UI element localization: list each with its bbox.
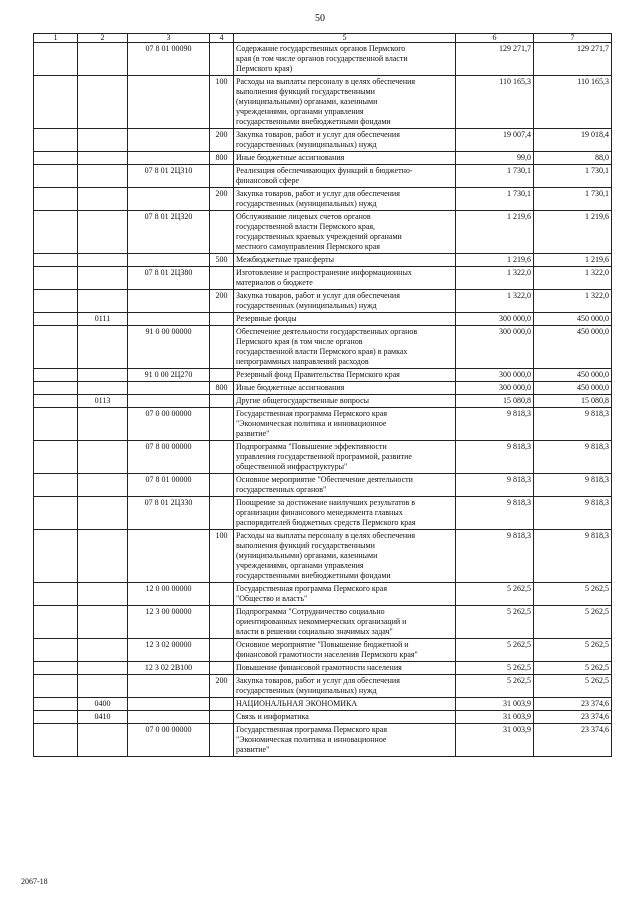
- item-name: Резервный фонд Правительства Пермского края: [234, 369, 456, 382]
- amount-year-1: 1 219,6: [456, 211, 534, 254]
- amount-year-1: 1 322,0: [456, 267, 534, 290]
- expense-type-code: [210, 724, 234, 757]
- table-row: [34, 408, 612, 441]
- item-name: Закупка товаров, работ и услуг для обеспечения государственных (муниципальных) нужд: [234, 188, 456, 211]
- target-article-code: 12 3 02 00000: [128, 639, 210, 662]
- amount-year-2: 450 000,0: [534, 313, 612, 326]
- target-article-code: [128, 129, 210, 152]
- item-name: Закупка товаров, работ и услуг для обеспечения государственных (муниципальных) нужд: [234, 290, 456, 313]
- table-row: [34, 474, 612, 497]
- section-code: [78, 724, 128, 757]
- target-article-code: [128, 382, 210, 395]
- amount-year-2: 1 730,1: [534, 188, 612, 211]
- section-code: [78, 497, 128, 530]
- target-article-code: 07 8 01 2Ц310: [128, 165, 210, 188]
- section-code: [78, 211, 128, 254]
- amount-year-1: 1 322,0: [456, 290, 534, 313]
- amount-year-2: 450 000,0: [534, 326, 612, 369]
- budget-table: [33, 33, 612, 757]
- amount-year-1: 5 262,5: [456, 662, 534, 675]
- expense-type-code: 200: [210, 129, 234, 152]
- amount-year-2: 1 322,0: [534, 267, 612, 290]
- item-name: Основное мероприятие "Повышение бюджетной и финансовой грамотности населения Пермского края": [234, 639, 456, 662]
- cell-col1: [34, 408, 78, 441]
- target-article-code: 07 8 01 2Ц330: [128, 497, 210, 530]
- amount-year-2: 1 219,6: [534, 211, 612, 254]
- table-row: [34, 382, 612, 395]
- cell-col1: [34, 43, 78, 76]
- expense-type-code: [210, 662, 234, 675]
- cell-col1: [34, 441, 78, 474]
- target-article-code: [128, 254, 210, 267]
- amount-year-2: 9 818,3: [534, 530, 612, 583]
- cell-col1: [34, 76, 78, 129]
- expense-type-code: 200: [210, 675, 234, 698]
- amount-year-2: 23 374,6: [534, 724, 612, 757]
- cell-col1: [34, 267, 78, 290]
- target-article-code: [128, 313, 210, 326]
- amount-year-1: 5 262,5: [456, 639, 534, 662]
- amount-year-1: 129 271,7: [456, 43, 534, 76]
- section-code: [78, 474, 128, 497]
- amount-year-1: 1 219,6: [456, 254, 534, 267]
- amount-year-1: 5 262,5: [456, 583, 534, 606]
- section-code: [78, 165, 128, 188]
- cell-col1: [34, 369, 78, 382]
- table-row: [34, 369, 612, 382]
- target-article-code: 07 8 01 00000: [128, 474, 210, 497]
- expense-type-code: [210, 583, 234, 606]
- amount-year-2: 5 262,5: [534, 639, 612, 662]
- cell-col1: [34, 290, 78, 313]
- table-row: [34, 675, 612, 698]
- table-row: [34, 129, 612, 152]
- expense-type-code: 500: [210, 254, 234, 267]
- item-name: Расходы на выплаты персоналу в целях обеспечения выполнения функций государственными (муниципальными) органами, казенными учреждениями, органами управления государственными внебюджетными фондами: [234, 76, 456, 129]
- cell-col1: [34, 152, 78, 165]
- table-row: [34, 43, 612, 76]
- column-header: 3: [128, 34, 210, 43]
- target-article-code: [128, 290, 210, 313]
- section-code: 0113: [78, 395, 128, 408]
- section-code: [78, 675, 128, 698]
- cell-col1: [34, 474, 78, 497]
- table-row: [34, 290, 612, 313]
- cell-col1: [34, 165, 78, 188]
- target-article-code: 07 8 00 00000: [128, 441, 210, 474]
- expense-type-code: [210, 441, 234, 474]
- amount-year-1: 99,0: [456, 152, 534, 165]
- target-article-code: 91 0 00 00000: [128, 326, 210, 369]
- cell-col1: [34, 254, 78, 267]
- table-row: [34, 441, 612, 474]
- item-name: Резервные фонды: [234, 313, 456, 326]
- amount-year-2: 9 818,3: [534, 497, 612, 530]
- item-name: Поощрение за достижение наилучших результатов в организации финансового менеджмента главных распорядителей бюджетных средств Пермского края: [234, 497, 456, 530]
- amount-year-1: 15 080,8: [456, 395, 534, 408]
- cell-col1: [34, 313, 78, 326]
- cell-col1: [34, 606, 78, 639]
- target-article-code: [128, 188, 210, 211]
- section-code: [78, 290, 128, 313]
- table-row: [34, 583, 612, 606]
- item-name: Закупка товаров, работ и услуг для обеспечения государственных (муниципальных) нужд: [234, 129, 456, 152]
- section-code: [78, 583, 128, 606]
- amount-year-2: 110 165,3: [534, 76, 612, 129]
- expense-type-code: [210, 395, 234, 408]
- section-code: [78, 382, 128, 395]
- section-code: 0111: [78, 313, 128, 326]
- table-row: [34, 724, 612, 757]
- item-name: Подпрограмма "Повышение эффективности управления государственной программой, развитие общественной инфраструктуры": [234, 441, 456, 474]
- expense-type-code: [210, 606, 234, 639]
- item-name: Обслуживание лицевых счетов органов государственной власти Пермского края, государственных краевых учреждений органами местного самоуправления Пермского края: [234, 211, 456, 254]
- item-name: Иные бюджетные ассигнования: [234, 152, 456, 165]
- amount-year-2: 9 818,3: [534, 441, 612, 474]
- document-code: 2067-18: [21, 877, 48, 886]
- amount-year-1: 31 003,9: [456, 698, 534, 711]
- amount-year-2: 88,0: [534, 152, 612, 165]
- item-name: Закупка товаров, работ и услуг для обеспечения государственных (муниципальных) нужд: [234, 675, 456, 698]
- amount-year-2: 450 000,0: [534, 382, 612, 395]
- item-name: Иные бюджетные ассигнования: [234, 382, 456, 395]
- item-name: Межбюджетные трансферты: [234, 254, 456, 267]
- amount-year-2: 23 374,6: [534, 698, 612, 711]
- section-code: [78, 639, 128, 662]
- amount-year-1: 9 818,3: [456, 497, 534, 530]
- section-code: [78, 606, 128, 639]
- table-row: [34, 267, 612, 290]
- amount-year-1: 31 003,9: [456, 724, 534, 757]
- target-article-code: 12 0 00 00000: [128, 583, 210, 606]
- amount-year-1: 9 818,3: [456, 530, 534, 583]
- item-name: Государственная программа Пермского края "Экономическая политика и инновационное развитие": [234, 724, 456, 757]
- target-article-code: 12 3 02 2В100: [128, 662, 210, 675]
- table-row: [34, 165, 612, 188]
- table-row: [34, 711, 612, 724]
- target-article-code: [128, 395, 210, 408]
- section-code: [78, 326, 128, 369]
- amount-year-2: 9 818,3: [534, 408, 612, 441]
- amount-year-2: 1 219,6: [534, 254, 612, 267]
- column-header: 5: [234, 34, 456, 43]
- cell-col1: [34, 724, 78, 757]
- expense-type-code: [210, 43, 234, 76]
- cell-col1: [34, 530, 78, 583]
- expense-type-code: 800: [210, 382, 234, 395]
- cell-col1: [34, 129, 78, 152]
- table-row: [34, 530, 612, 583]
- amount-year-2: 9 818,3: [534, 474, 612, 497]
- amount-year-2: 23 374,6: [534, 711, 612, 724]
- expense-type-code: [210, 698, 234, 711]
- cell-col1: [34, 188, 78, 211]
- item-name: Государственная программа Пермского края "Экономическая политика и инновационное развитие": [234, 408, 456, 441]
- column-header: 6: [456, 34, 534, 43]
- section-code: [78, 129, 128, 152]
- expense-type-code: [210, 711, 234, 724]
- target-article-code: 07 0 00 00000: [128, 408, 210, 441]
- section-code: [78, 441, 128, 474]
- target-article-code: [128, 698, 210, 711]
- table-row: [34, 188, 612, 211]
- table-row: [34, 662, 612, 675]
- table-row: [34, 152, 612, 165]
- section-code: [78, 188, 128, 211]
- column-header: 1: [34, 34, 78, 43]
- cell-col1: [34, 326, 78, 369]
- item-name: Расходы на выплаты персоналу в целях обеспечения выполнения функций государственными (муниципальными) органами, казенными учреждениями, органами управления государственными внебюджетными фондами: [234, 530, 456, 583]
- expense-type-code: 200: [210, 290, 234, 313]
- amount-year-1: 9 818,3: [456, 474, 534, 497]
- table-row: [34, 497, 612, 530]
- amount-year-2: 5 262,5: [534, 583, 612, 606]
- cell-col1: [34, 497, 78, 530]
- amount-year-2: 5 262,5: [534, 606, 612, 639]
- amount-year-2: 1 322,0: [534, 290, 612, 313]
- table-row: [34, 211, 612, 254]
- column-header: 4: [210, 34, 234, 43]
- section-code: 0400: [78, 698, 128, 711]
- item-name: Подпрограмма "Сотрудничество социально ориентированных некоммерческих организаций и власти в решении социально значимых задач": [234, 606, 456, 639]
- item-name: Содержание государственных органов Пермского края (в том числе органов государственной власти Пермского края): [234, 43, 456, 76]
- cell-col1: [34, 211, 78, 254]
- target-article-code: [128, 76, 210, 129]
- cell-col1: [34, 395, 78, 408]
- section-code: [78, 76, 128, 129]
- table-row: [34, 76, 612, 129]
- cell-col1: [34, 662, 78, 675]
- amount-year-2: 5 262,5: [534, 662, 612, 675]
- cell-col1: [34, 382, 78, 395]
- amount-year-1: 1 730,1: [456, 188, 534, 211]
- amount-year-2: 129 271,7: [534, 43, 612, 76]
- column-number-row: [34, 34, 612, 43]
- expense-type-code: 800: [210, 152, 234, 165]
- item-name: Связь и информатика: [234, 711, 456, 724]
- expense-type-code: [210, 165, 234, 188]
- amount-year-2: 15 080,8: [534, 395, 612, 408]
- section-code: [78, 662, 128, 675]
- expense-type-code: [210, 474, 234, 497]
- column-header: 2: [78, 34, 128, 43]
- item-name: Изготовление и распространение информационных материалов о бюджете: [234, 267, 456, 290]
- target-article-code: 07 8 01 2Ц380: [128, 267, 210, 290]
- table-row: [34, 698, 612, 711]
- amount-year-1: 31 003,9: [456, 711, 534, 724]
- amount-year-1: 1 730,1: [456, 165, 534, 188]
- item-name: Повышение финансовой грамотности населения: [234, 662, 456, 675]
- target-article-code: 07 8 01 2Ц320: [128, 211, 210, 254]
- page-number: 50: [315, 13, 325, 24]
- target-article-code: 07 0 00 00000: [128, 724, 210, 757]
- amount-year-1: 300 000,0: [456, 369, 534, 382]
- cell-col1: [34, 639, 78, 662]
- section-code: [78, 152, 128, 165]
- table-row: [34, 639, 612, 662]
- cell-col1: [34, 711, 78, 724]
- item-name: Основное мероприятие "Обеспечение деятельности государственных органов": [234, 474, 456, 497]
- expense-type-code: [210, 267, 234, 290]
- item-name: Реализация обеспечивающих функций в бюджетно- финансовой сфере: [234, 165, 456, 188]
- amount-year-1: 300 000,0: [456, 313, 534, 326]
- section-code: [78, 43, 128, 76]
- section-code: [78, 530, 128, 583]
- expense-type-code: [210, 313, 234, 326]
- amount-year-2: 1 730,1: [534, 165, 612, 188]
- item-name: НАЦИОНАЛЬНАЯ ЭКОНОМИКА: [234, 698, 456, 711]
- amount-year-1: 110 165,3: [456, 76, 534, 129]
- target-article-code: 91 0 00 2Ц270: [128, 369, 210, 382]
- target-article-code: 12 3 00 00000: [128, 606, 210, 639]
- cell-col1: [34, 675, 78, 698]
- cell-col1: [34, 583, 78, 606]
- table-row: [34, 313, 612, 326]
- section-code: 0410: [78, 711, 128, 724]
- expense-type-code: [210, 639, 234, 662]
- amount-year-1: 9 818,3: [456, 408, 534, 441]
- amount-year-2: 19 018,4: [534, 129, 612, 152]
- expense-type-code: [210, 408, 234, 441]
- expense-type-code: [210, 211, 234, 254]
- amount-year-1: 5 262,5: [456, 675, 534, 698]
- expense-type-code: 100: [210, 76, 234, 129]
- expense-type-code: [210, 326, 234, 369]
- expense-type-code: 200: [210, 188, 234, 211]
- target-article-code: [128, 675, 210, 698]
- target-article-code: [128, 152, 210, 165]
- amount-year-1: 5 262,5: [456, 606, 534, 639]
- target-article-code: [128, 530, 210, 583]
- cell-col1: [34, 698, 78, 711]
- target-article-code: 07 8 01 00090: [128, 43, 210, 76]
- column-header: 7: [534, 34, 612, 43]
- section-code: [78, 408, 128, 441]
- item-name: Другие общегосударственные вопросы: [234, 395, 456, 408]
- expense-type-code: 100: [210, 530, 234, 583]
- amount-year-1: 9 818,3: [456, 441, 534, 474]
- amount-year-1: 19 007,4: [456, 129, 534, 152]
- table-row: [34, 395, 612, 408]
- table-row: [34, 326, 612, 369]
- target-article-code: [128, 711, 210, 724]
- section-code: [78, 254, 128, 267]
- section-code: [78, 267, 128, 290]
- expense-type-code: [210, 497, 234, 530]
- table-row: [34, 606, 612, 639]
- amount-year-1: 300 000,0: [456, 382, 534, 395]
- section-code: [78, 369, 128, 382]
- amount-year-2: 5 262,5: [534, 675, 612, 698]
- expense-type-code: [210, 369, 234, 382]
- item-name: Государственная программа Пермского края "Общество и власть": [234, 583, 456, 606]
- amount-year-1: 300 000,0: [456, 326, 534, 369]
- item-name: Обеспечение деятельности государственных органов Пермского края (в том числе органов государственной власти Пермского края) в рамках непрограммных направлений расходов: [234, 326, 456, 369]
- budget-table-body: [34, 43, 612, 757]
- table-row: [34, 254, 612, 267]
- amount-year-2: 450 000,0: [534, 369, 612, 382]
